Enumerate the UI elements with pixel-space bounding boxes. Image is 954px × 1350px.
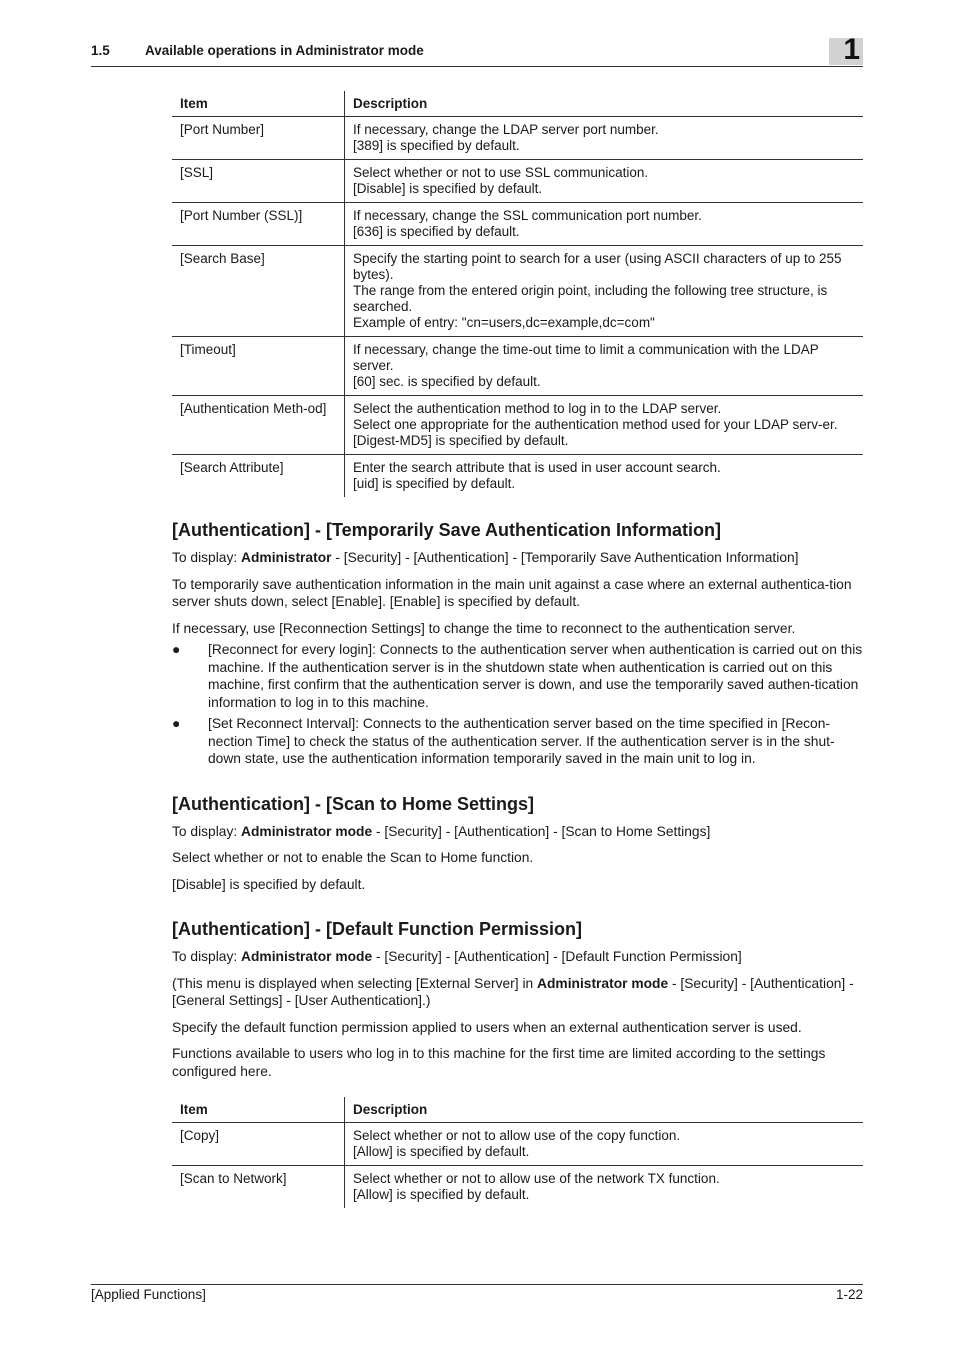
column-header-item: Item [172, 1097, 345, 1123]
page-content [172, 91, 863, 1208]
table-row [172, 117, 863, 160]
ldap-settings-table [172, 91, 863, 497]
column-header-description: Description [345, 1097, 864, 1123]
chapter-number: 1 [843, 33, 860, 66]
description-line: If necessary, change the SSL communication port number. [353, 208, 702, 223]
description-line: [Allow] is specified by default. [353, 1144, 530, 1159]
table-cell-item: [Copy] [172, 1123, 345, 1166]
table-cell-description [345, 117, 864, 160]
description-line: [Digest-MD5] is specified by default. [353, 433, 569, 448]
table-row [172, 396, 863, 455]
table-cell-item: [Timeout] [172, 337, 345, 396]
paragraph: To temporarily save authentication information in the main unit against a case where an external authentica-tion server shuts down, select [Enable]. [Enable] is specified by default. [172, 576, 852, 609]
table-cell-description [345, 455, 864, 498]
description-line: Select whether or not to allow use of the copy function. [353, 1128, 681, 1143]
paragraph: Specify the default function permission applied to users when an external authentication server is used. [172, 1019, 802, 1035]
description-line: [636] is specified by default. [353, 224, 520, 239]
section-heading-scan-to-home: [Authentication] - [Scan to Home Settings] [172, 793, 534, 814]
description-line: If necessary, change the LDAP server port number. [353, 122, 659, 137]
page-footer [91, 1284, 863, 1302]
table-cell-description [345, 337, 864, 396]
display-path: To display: Administrator - [Security] - [Authentication] - [Temporarily Save Authentication Information] [172, 550, 799, 565]
description-line: [389] is specified by default. [353, 138, 520, 153]
section-number: 1.5 [91, 43, 110, 58]
table-row [172, 246, 863, 337]
table-cell-description [345, 396, 864, 455]
display-path: To display: Administrator mode - [Security] - [Authentication] - [Default Function Permission] [172, 949, 742, 964]
paragraph: Select whether or not to enable the Scan to Home function. [172, 850, 534, 865]
page-number: 1-22 [835, 1287, 863, 1302]
bullet-icon: ● [172, 642, 181, 657]
table-cell-description [345, 1166, 864, 1209]
description-line: [Disable] is specified by default. [353, 181, 543, 196]
paragraph: If necessary, use [Reconnection Settings] to change the time to reconnect to the authentication server. [172, 620, 796, 636]
section-heading-temporarily-save: [Authentication] - [Temporarily Save Authentication Information] [172, 520, 722, 540]
table-row [172, 337, 863, 396]
table-cell-description [345, 246, 864, 337]
description-line: Specify the starting point to search for a user (using ASCII characters of up to 255 bytes). [353, 251, 842, 282]
bullet-list [172, 641, 863, 768]
description-line: Select the authentication method to log in to the LDAP server. [353, 401, 722, 416]
description-line: [60] sec. is specified by default. [353, 374, 541, 389]
table-cell-item: [Authentication Meth-od] [172, 396, 345, 455]
description-line: The range from the entered origin point, including the following tree structure, is searched. [353, 283, 828, 314]
description-line: Example of entry: "cn=users,dc=example,dc=com" [353, 315, 655, 330]
display-path: To display: Administrator mode - [Security] - [Authentication] - [Scan to Home Settings] [172, 823, 711, 839]
section-heading-default-function-permission: [Authentication] - [Default Function Permission] [172, 919, 582, 939]
table-row [172, 1166, 863, 1209]
table-cell-item: [Scan to Network] [172, 1166, 345, 1209]
table-cell-item: [Search Attribute] [172, 455, 345, 498]
description-line: Select whether or not to allow use of the network TX function. [353, 1171, 720, 1186]
bullet-icon: ● [172, 716, 181, 731]
description-line: Enter the search attribute that is used in user account search. [353, 460, 721, 475]
table-cell-description [345, 1123, 864, 1166]
function-permission-table [172, 1097, 863, 1208]
description-line: Select whether or not to use SSL communication. [353, 165, 649, 180]
description-line: If necessary, change the time-out time to limit a communication with the LDAP server. [353, 342, 819, 373]
footer-chapter-name: [Applied Functions] [91, 1287, 206, 1302]
list-item: ● [Reconnect for every login]: Connects to the authentication server when authentication is carried out on this machine. If the authentication server is in the shutdown state when authentication is carried out on this machine, first confirm that the authentication server is down, and use the temporarily saved authen-tication information to log in to this machine. [172, 642, 863, 710]
table-row [172, 455, 863, 498]
note: (This menu is displayed when selecting [External Server] in Administrator mode - [Security] - [Authentication] - [General Settings] - [User Authentication].) [172, 975, 854, 1008]
description-line: Select one appropriate for the authentication method used for your LDAP serv-er. [353, 417, 838, 432]
table-cell-item: [Port Number] [172, 117, 345, 160]
list-item: ● [Set Reconnect Interval]: Connects to the authentication server based on the time specified in [Recon-nection Time] to check the status of the authentication server. If the authentication server is in the shut-down state, use the authentication information temporarily saved in the main unit to log in. [172, 716, 835, 766]
page-header [91, 33, 863, 67]
section-title: Available operations in Administrator mode [145, 43, 424, 58]
description-line: [uid] is specified by default. [353, 476, 516, 491]
table-cell-description [345, 203, 864, 246]
table-cell-description [345, 160, 864, 203]
paragraph: [Disable] is specified by default. [172, 876, 366, 892]
table-row [172, 160, 863, 203]
table-cell-item: [Port Number (SSL)] [172, 203, 345, 246]
table-row [172, 1123, 863, 1166]
table-cell-item: [Search Base] [172, 246, 345, 337]
table-row [172, 203, 863, 246]
table-cell-item: [SSL] [172, 160, 345, 203]
paragraph: Functions available to users who log in to this machine for the first time are limited according to the settings configured here. [172, 1046, 826, 1079]
description-line: [Allow] is specified by default. [353, 1187, 530, 1202]
column-header-item: Item [172, 91, 345, 117]
column-header-description: Description [345, 91, 864, 117]
